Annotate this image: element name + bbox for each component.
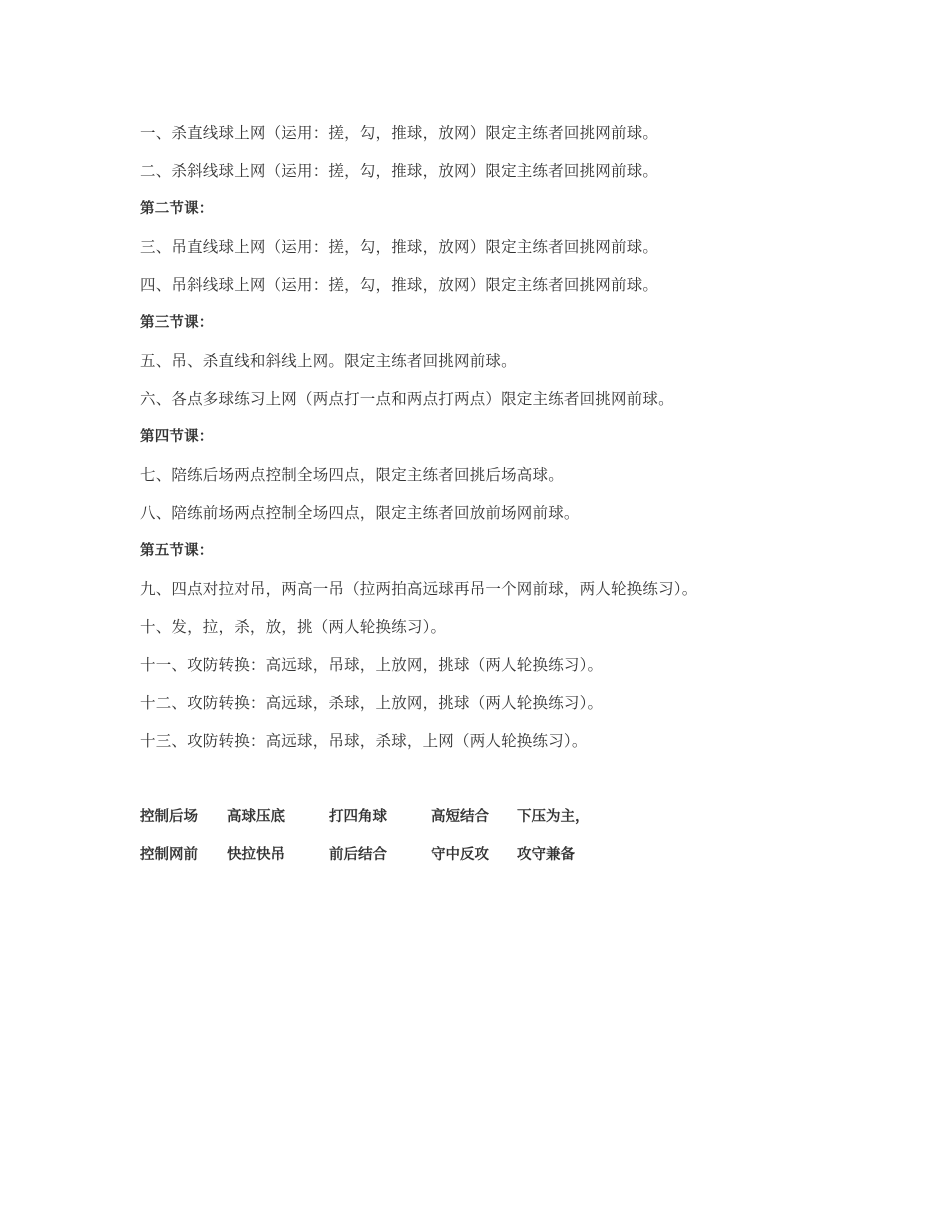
lesson-list [140,121,900,767]
lesson-line: 八、陪练前场两点控制全场四点，限定主练者回放前场网前球。 [140,504,580,522]
document-page [140,121,900,881]
motto-phrase: 攻守兼备 [517,847,575,863]
lesson-line: 十二、攻防转换：高远球，杀球，上放网，挑球（两人轮换练习）。 [140,694,604,712]
motto-block [140,805,900,881]
motto-phrase: 高短结合 [431,809,489,825]
section-heading: 第三节课： [140,315,214,331]
section-heading: 第五节课： [140,543,214,559]
lesson-line: 一、杀直线球上网（运用：搓，勾，推球，放网）限定主练者回挑网前球。 [140,124,659,142]
lesson-line: 十三、攻防转换：高远球，吊球，杀球，上网（两人轮换练习）。 [140,732,588,750]
motto-phrase: 打四角球 [329,809,387,825]
lesson-line: 九、四点对拉对吊，两高一吊（拉两拍高远球再吊一个网前球，两人轮换练习）。 [140,580,698,598]
motto-phrase: 下压为主， [517,809,590,825]
lesson-line: 五、吊、杀直线和斜线上网。限定主练者回挑网前球。 [140,352,517,370]
motto-phrase: 控制后场 [140,809,198,825]
section-heading: 第二节课： [140,201,214,217]
motto-phrase: 控制网前 [140,847,198,863]
lesson-line: 二、杀斜线球上网（运用：搓，勾，推球，放网）限定主练者回挑网前球。 [140,162,659,180]
section-heading: 第四节课： [140,429,214,445]
spacer [140,767,900,805]
lesson-line: 七、陪练后场两点控制全场四点，限定主练者回挑后场高球。 [140,466,564,484]
lesson-line: 十、发，拉，杀，放，挑（两人轮换练习）。 [140,618,447,636]
motto-phrase: 前后结合 [329,847,387,863]
lesson-line: 三、吊直线球上网（运用：搓，勾，推球，放网）限定主练者回挑网前球。 [140,238,659,256]
lesson-line: 十一、攻防转换：高远球，吊球，上放网，挑球（两人轮换练习）。 [140,656,604,674]
motto-phrase: 快拉快吊 [227,847,285,863]
motto-row [140,805,900,843]
lesson-line: 六、各点多球练习上网（两点打一点和两点打两点）限定主练者回挑网前球。 [140,390,674,408]
motto-row [140,843,900,881]
motto-phrase: 守中反攻 [431,847,489,863]
motto-phrase: 高球压底 [227,809,285,825]
lesson-line: 四、吊斜线球上网（运用：搓，勾，推球，放网）限定主练者回挑网前球。 [140,276,659,294]
